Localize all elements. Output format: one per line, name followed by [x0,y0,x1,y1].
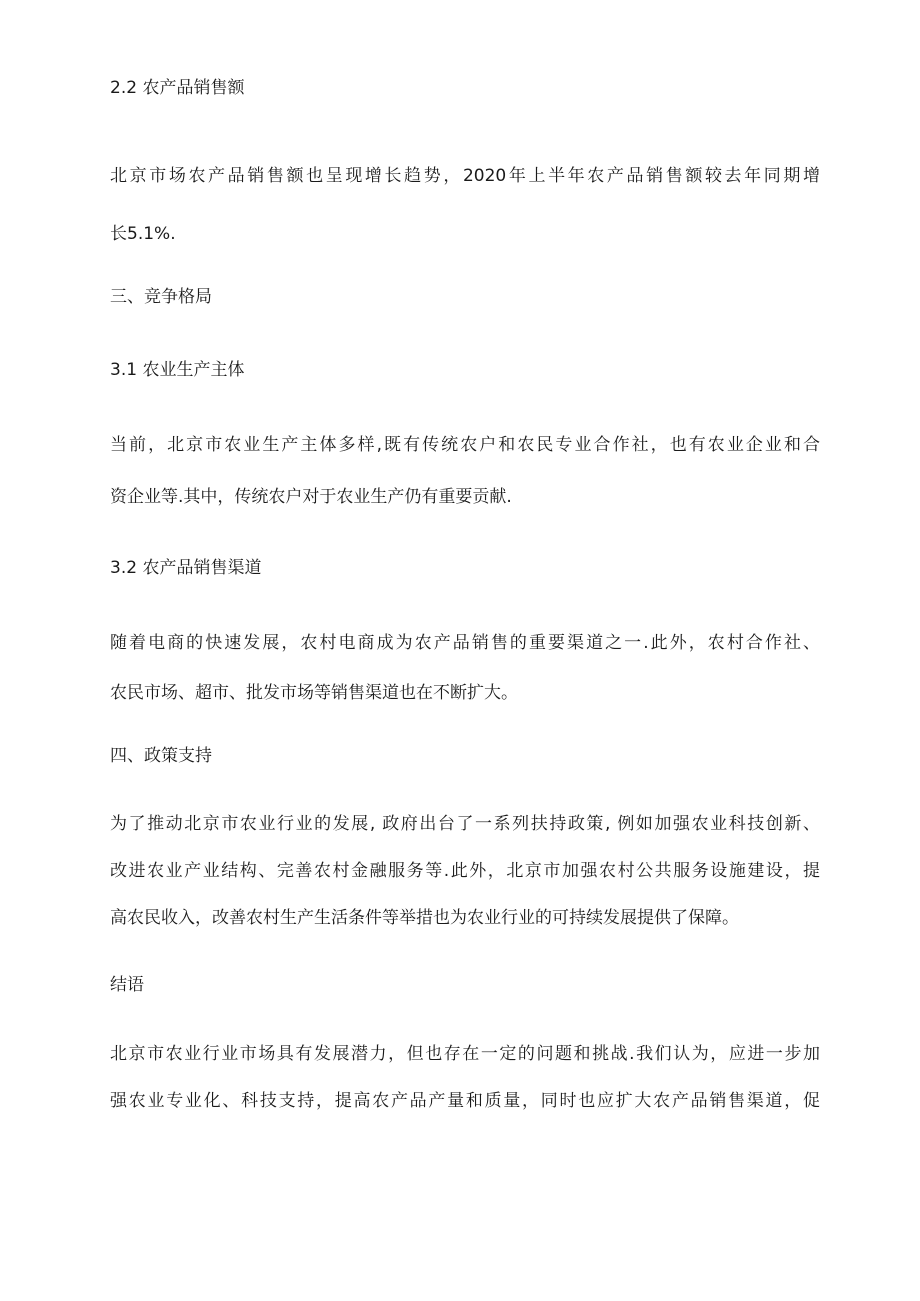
paragraph-policy-line-3: 高农民收入，改善农村生产生活条件等举措也为农业行业的可持续发展提供了保障。 [110,908,739,928]
paragraph-policy-line-1: 为了推动北京市农业行业的发展, 政府出台了一系列扶持政策, 例如加强农业科技创新、 [110,814,820,834]
section-heading-2-2: 2.2 农产品销售额 [110,78,245,98]
paragraph-sales-line-1: 北京市场农产品销售额也呈现增长趋势，2020年上半年农产品销售额较去年同期增 [110,166,820,186]
paragraph-conclusion-line-2: 强农业专业化、科技支持，提高农产品产量和质量，同时也应扩大农产品销售渠道，促 [110,1091,820,1111]
paragraph-conclusion-line-1: 北京市农业行业市场具有发展潜力，但也存在一定的问题和挑战.我们认为，应进一步加 [110,1044,820,1064]
paragraph-channels-line-2: 农民市场、超市、批发市场等销售渠道也在不断扩大。 [110,683,518,703]
section-heading-3-1: 3.1 农业生产主体 [110,360,245,380]
section-heading-3: 三、竞争格局 [110,287,212,307]
conclusion-heading: 结语 [110,975,144,995]
section-heading-4: 四、政策支持 [110,746,212,766]
paragraph-producers-line-2: 资企业等.其中，传统农户对于农业生产仍有重要贡献. [110,487,512,507]
paragraph-channels-line-1: 随着电商的快速发展，农村电商成为农产品销售的重要渠道之一.此外，农村合作社、 [110,633,820,653]
paragraph-sales-line-2: 长5.1%. [110,224,176,244]
paragraph-policy-line-2: 改进农业产业结构、完善农村金融服务等.此外，北京市加强农村公共服务设施建设，提 [110,861,820,881]
paragraph-producers-line-1: 当前，北京市农业生产主体多样,既有传统农户和农民专业合作社，也有农业企业和合 [110,435,820,455]
section-heading-3-2: 3.2 农产品销售渠道 [110,558,262,578]
